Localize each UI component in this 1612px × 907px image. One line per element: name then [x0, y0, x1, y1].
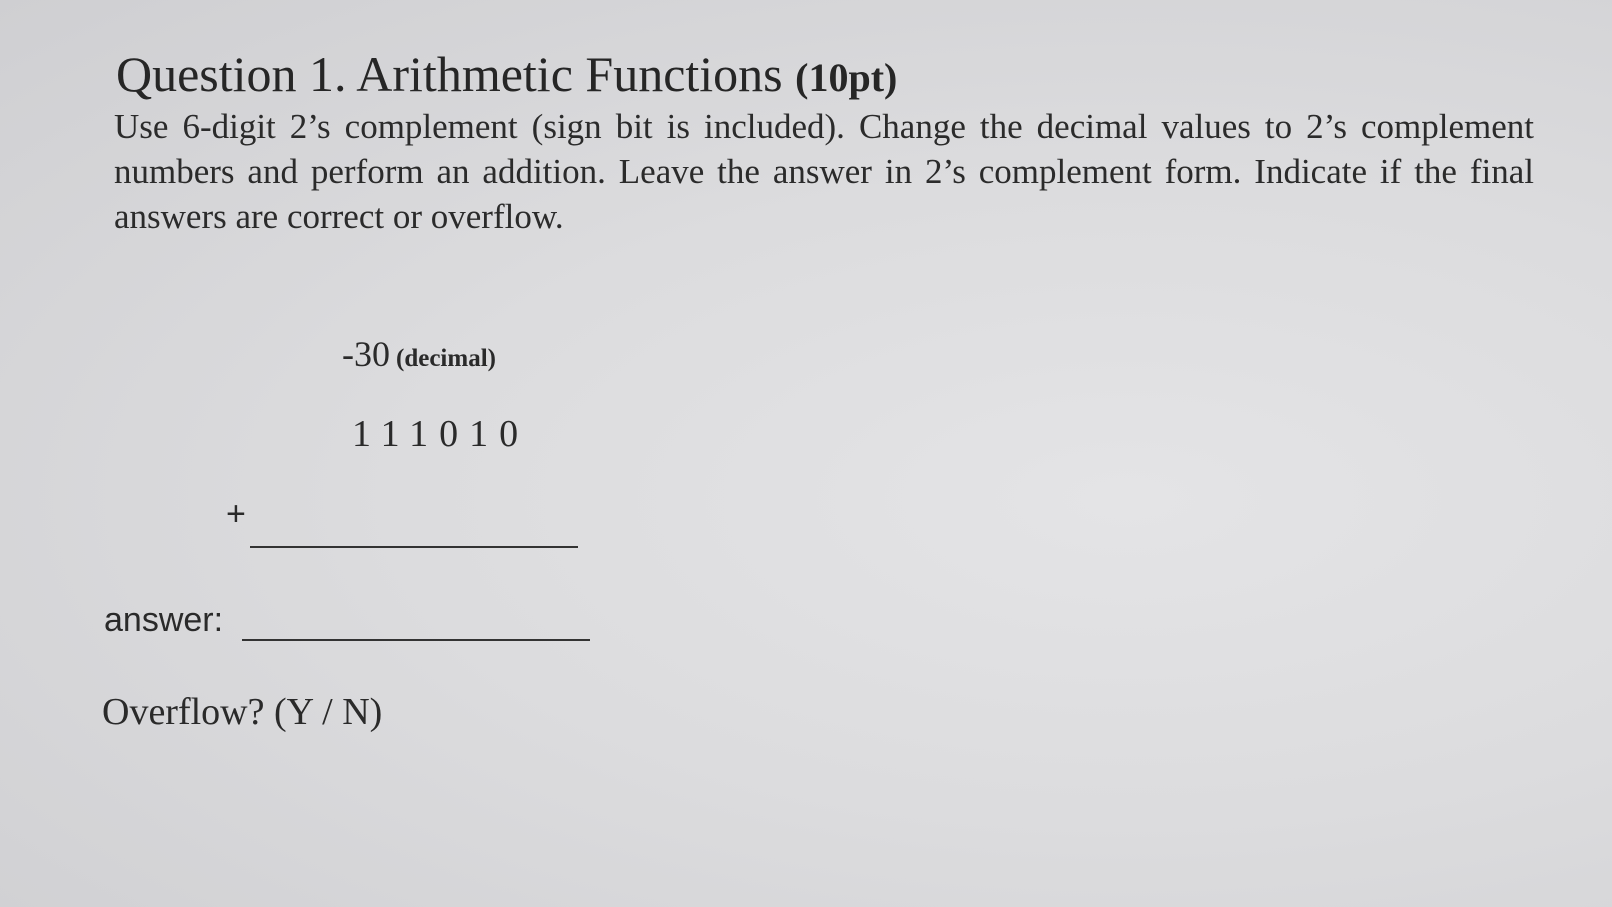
decimal-value: -30: [342, 334, 390, 374]
question-title: [116, 44, 897, 108]
answer-blank-line: [242, 639, 590, 641]
first-operand-binary: 111010: [352, 413, 530, 455]
addition-underline: [250, 546, 578, 548]
answer-label: answer:: [104, 601, 224, 639]
question-title-text: Question 1. Arithmetic Functions: [116, 46, 783, 102]
question-instructions: Use 6-digit 2’s complement (sign bit is included). Change the decimal values to 2’s complement numbers and perform an addition. Leave the answer in 2’s complement form. Indicate if the final answers are correct or overflow.: [114, 107, 1534, 236]
overflow-prompt: Overflow? (Y / N): [102, 691, 383, 733]
decimal-unit-label: (decimal): [396, 345, 496, 372]
first-operand-decimal: [342, 332, 496, 381]
question-points: (10pt): [795, 55, 898, 100]
plus-sign: +: [226, 495, 246, 533]
